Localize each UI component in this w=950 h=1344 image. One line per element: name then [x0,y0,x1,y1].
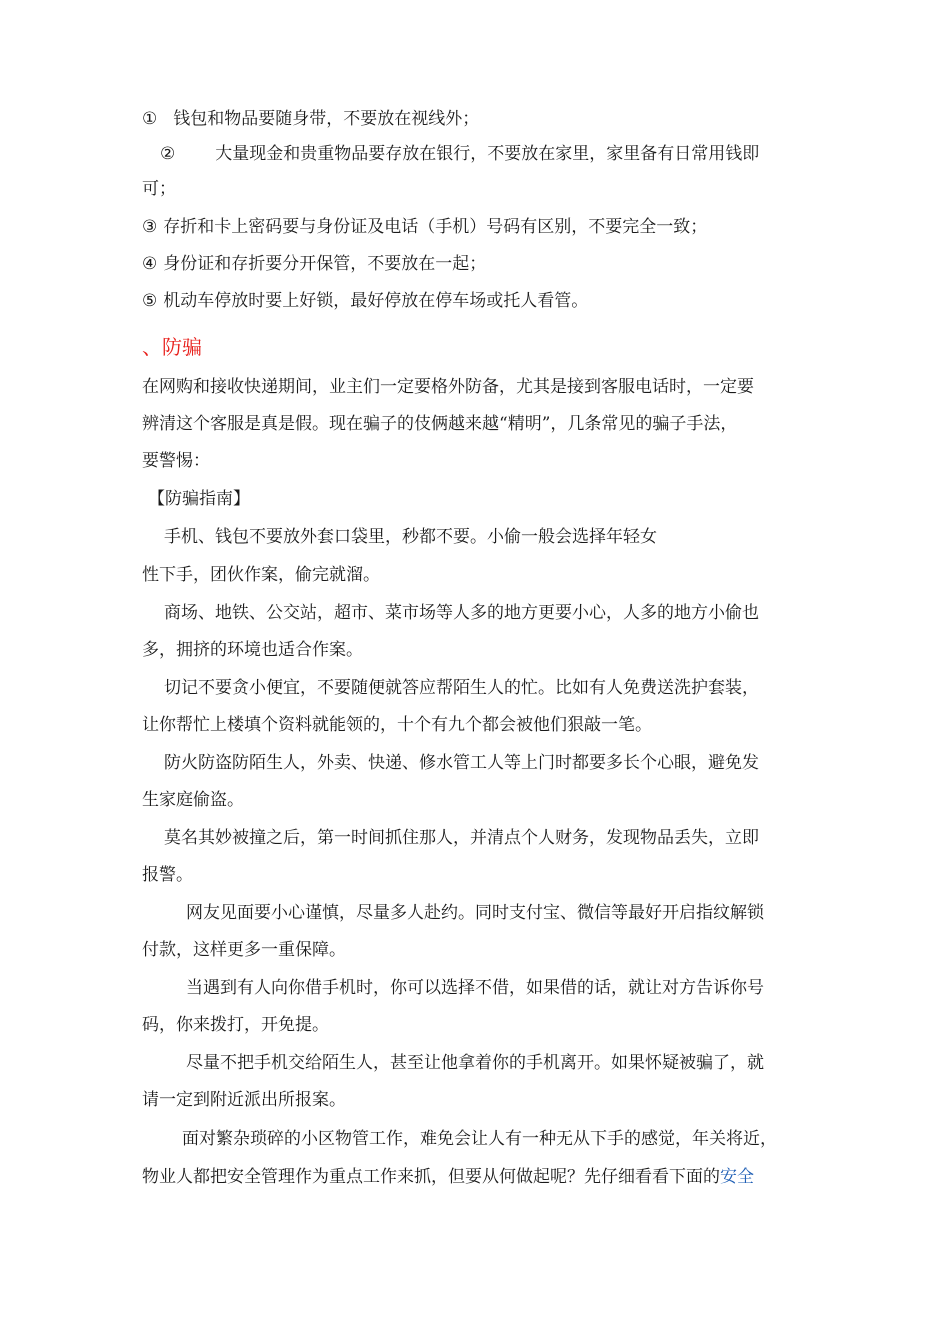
paragraph-4-line-2: 生家庭偷盗。 [142,790,244,810]
list-marker: ③ [142,217,158,237]
intro-line-1: 在网购和接收快递期间，业主们一定要格外防备，尤其是接到客服电话时，一定要 [142,377,754,397]
list-text: 大量现金和贵重物品要存放在银行，不要放在家里，家里备有日常用钱即 [215,144,760,164]
list-text: 可； [142,179,176,199]
paragraph-7-line-1: 当遇到有人向你借手机时，你可以选择不借，如果借的话，就让对方告诉你号 [186,978,764,998]
section-title: 、防骗 [142,335,202,359]
list-text: 钱包和物品要随身带，不要放在视线外； [173,109,480,129]
paragraph-1-line-2: 性下手，团伙作案，偷完就溜。 [142,565,380,585]
intro-line-3: 要警惕： [142,451,210,471]
list-item-4 [142,253,486,275]
paragraph-7-line-2: 码，你来拨打，开免提。 [142,1015,329,1035]
list-item-1 [142,108,479,130]
paragraph-1-line-1: 手机、钱包不要放外套口袋里，秒都不要。小偷一般会选择年轻女 [164,527,657,547]
paragraph-8-line-2: 请一定到附近派出所报案。 [142,1090,346,1110]
list-marker: ④ [142,254,158,274]
list-marker: ① [142,109,158,129]
list-text: 机动车停放时要上好锁，最好停放在停车场或托人看管。 [163,291,589,311]
list-item-2 [160,143,759,165]
guide-title: 【防骗指南】 [148,489,250,509]
paragraph-5-line-1: 莫名其妙被撞之后，第一时间抓住那人，并清点个人财务，发现物品丢失，立即 [164,828,759,848]
paragraph-6-line-1: 网友见面要小心谨慎，尽量多人赴约。同时支付宝、微信等最好开启指纹解锁 [186,903,764,923]
paragraph-8-line-1: 尽量不把手机交给陌生人，甚至让他拿着你的手机离开。如果怀疑被骗了，就 [186,1053,764,1073]
list-text: 存折和卡上密码要与身份证及电话（手机）号码有区别，不要完全一致； [163,217,708,237]
security-link[interactable]: 安全 [720,1167,754,1187]
intro-line-2: 辨清这个客服是真是假。现在骗子的伎俩越来越“精明”，几条常见的骗子手法， [142,414,738,434]
closing-line-1: 面对繁杂琐碎的小区物管工作，难免会让人有一种无从下手的感觉，年关将近， [182,1129,777,1149]
list-text: 身份证和存折要分开保管，不要放在一起； [163,254,487,274]
list-item-2-cont [142,178,176,200]
paragraph-2-line-2: 多，拥挤的环境也适合作案。 [142,640,363,660]
list-item-3 [142,216,707,238]
closing-line-2 [142,1166,754,1188]
paragraph-3-line-1: 切记不要贪小便宜，不要随便就答应帮陌生人的忙。比如有人免费送洗护套装， [164,678,759,698]
paragraph-6-line-2: 付款，这样更多一重保障。 [142,940,346,960]
list-item-5 [142,290,588,312]
list-marker: ② [160,144,176,164]
paragraph-5-line-2: 报警。 [142,865,193,885]
paragraph-3-line-2: 让你帮忙上楼填个资料就能领的，十个有九个都会被他们狠敲一笔。 [142,715,652,735]
paragraph-4-line-1: 防火防盗防陌生人，外卖、快递、修水管工人等上门时都要多长个心眼，避免发 [164,753,759,773]
paragraph-2-line-1: 商场、地铁、公交站，超市、菜市场等人多的地方更要小心，人多的地方小偷也 [164,603,759,623]
list-marker: ⑤ [142,291,158,311]
closing-text: 物业人都把安全管理作为重点工作来抓，但要从何做起呢？先仔细看看下面的 [142,1167,720,1187]
